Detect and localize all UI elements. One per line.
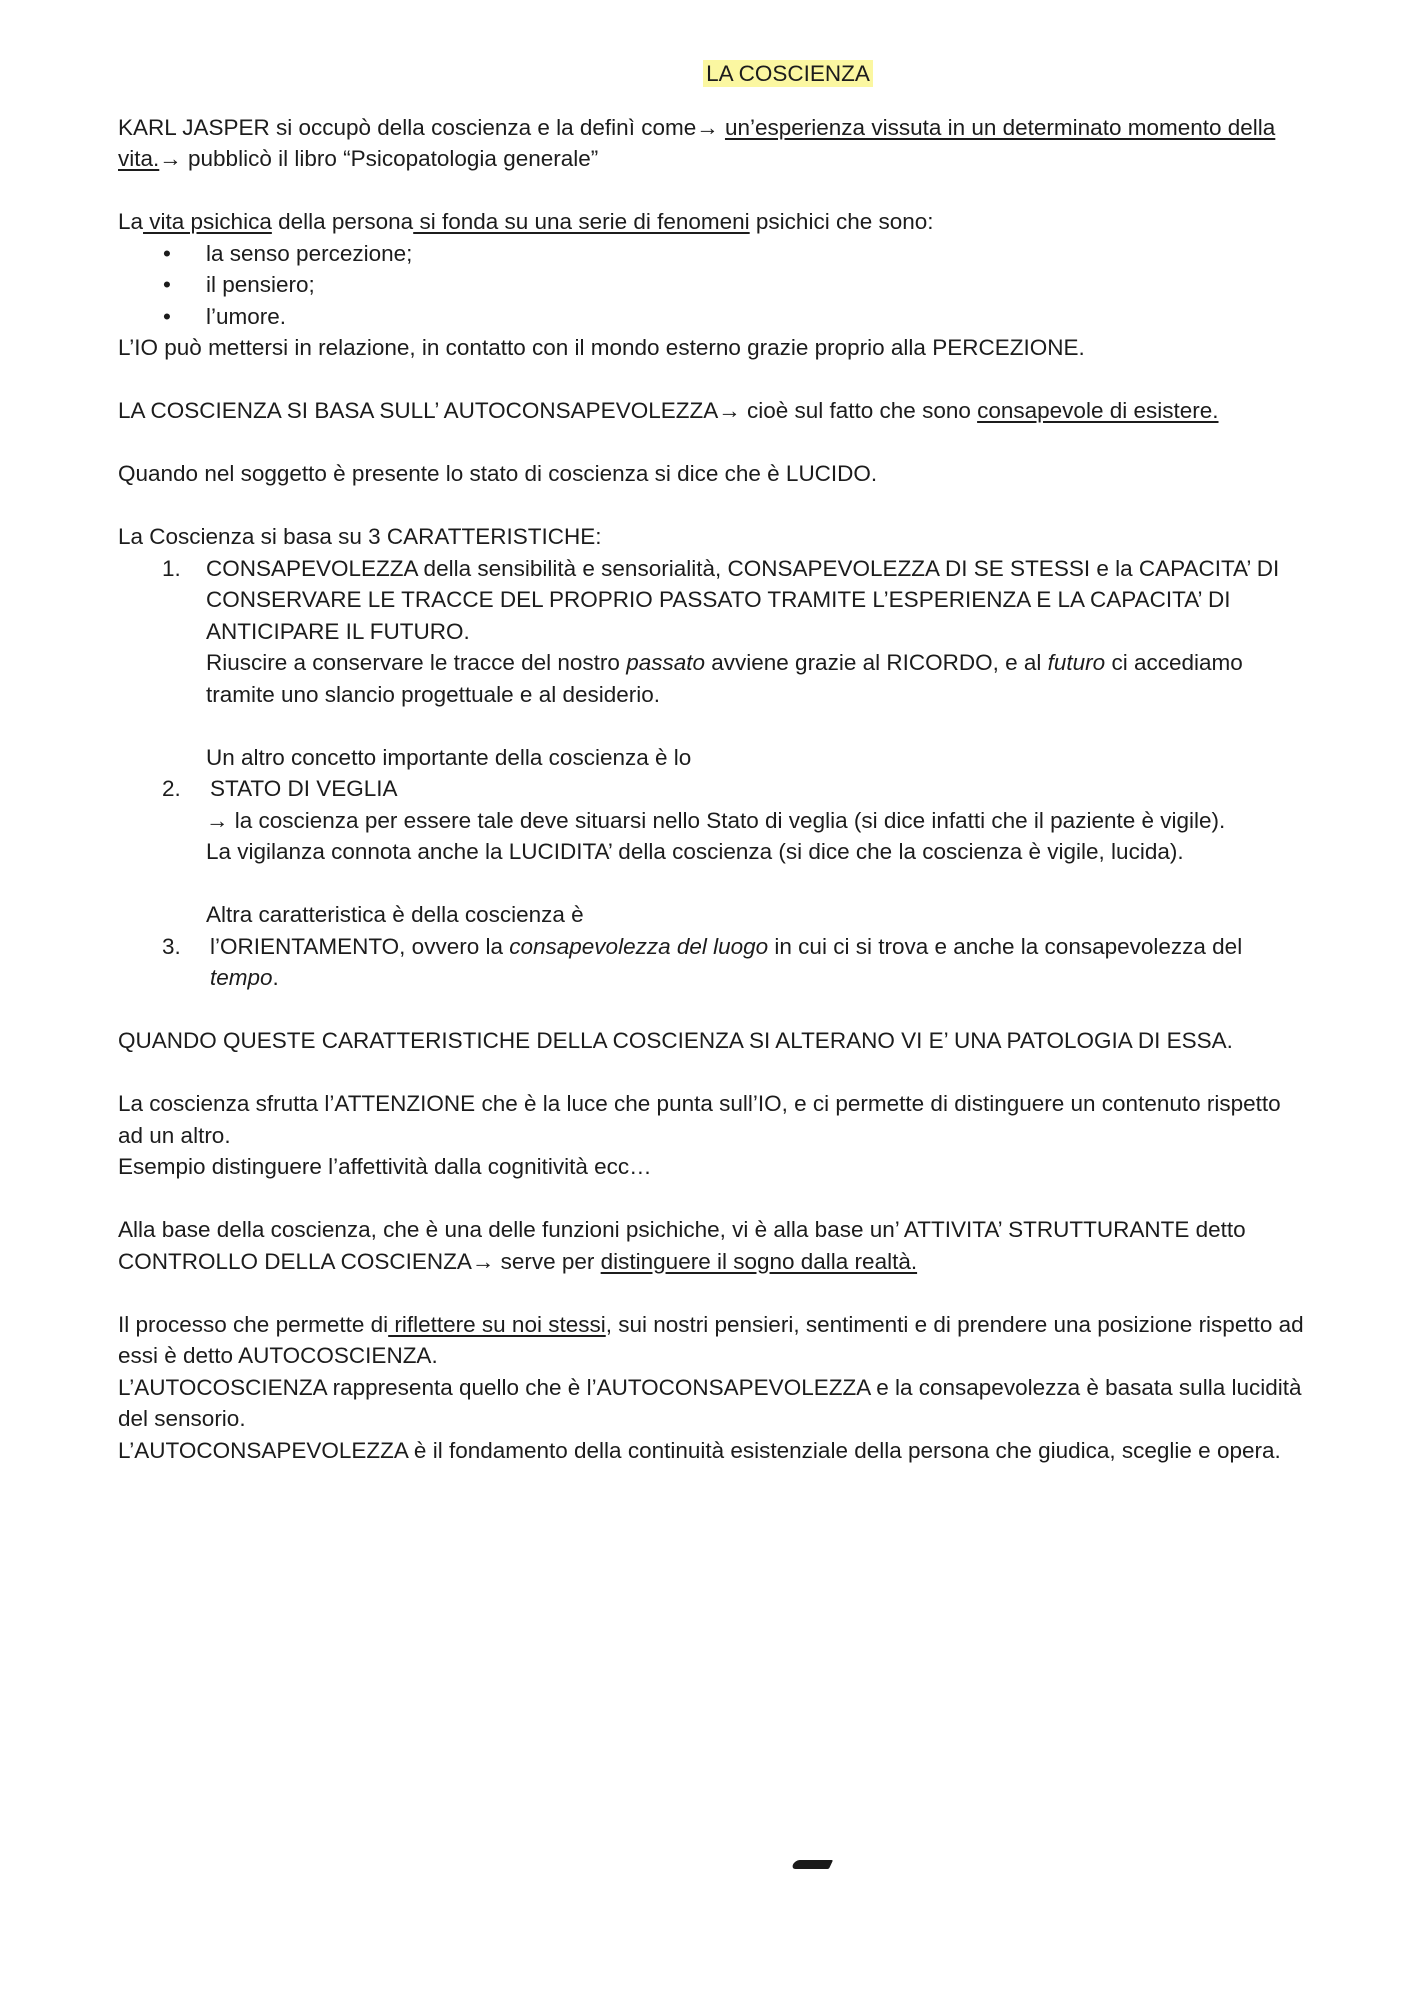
text-fragment: l’ORIENTAMENTO, ovvero la	[210, 933, 510, 959]
underlined-esistere: consapevole di esistere.	[977, 398, 1219, 423]
underlined-riflettere: riflettere su noi stessi	[388, 1311, 606, 1337]
jasper-text: KARL JASPER si occupò della coscienza e la definì come→	[118, 114, 725, 140]
page-title: LA COSCIENZA	[703, 60, 873, 87]
item-number: 2.	[162, 776, 181, 801]
title-wrap	[118, 58, 1308, 90]
item-subtext: La vigilanza connota anche la LUCIDITA’ della coscienza (si dice che la coscienza è vigile, lucida).	[206, 839, 1184, 864]
paragraph-lucido: Quando nel soggetto è presente lo stato di coscienza si dice che è LUCIDO.	[118, 461, 878, 486]
text-fragment: in cui ci si trova e anche la consapevolezza del	[768, 933, 1243, 959]
intro-item-3: Altra caratteristica è della coscienza è	[206, 902, 584, 927]
italic-tempo: tempo	[210, 965, 273, 990]
list-item	[118, 269, 1308, 301]
paragraph-jasper	[118, 112, 1308, 175]
list-item	[118, 301, 1308, 333]
bullet-icon: •	[163, 272, 171, 297]
numbered-item-1	[118, 553, 1308, 711]
list-item-text: l’umore.	[206, 303, 287, 329]
item-number: 3.	[162, 933, 181, 959]
text-fragment: La	[118, 209, 144, 234]
text-fragment: .	[272, 965, 279, 990]
text-fragment: Il processo che permette di	[118, 1311, 389, 1337]
jasper-book: → pubblicò il libro “Psicopatologia generale”	[159, 146, 599, 171]
underlined-fenomeni: si fonda su una serie di fenomeni	[413, 209, 750, 234]
list-item-text: la senso percezione;	[206, 240, 413, 266]
paragraph-autoconsapevolezza	[118, 395, 1308, 427]
item-text: STATO DI VEGLIA	[210, 776, 398, 801]
italic-futuro: futuro	[1047, 650, 1106, 675]
paragraph-autocoscienza	[118, 1309, 1308, 1372]
item-text: CONSAPEVOLEZZA della sensibilità e sensorialità, CONSAPEVOLEZZA DI SE STESSI e la CAPACITA’ DI CONSERVARE LE TRACCE DEL PROPRIO PASSATO TRAMITE L’ESPERIENZA E LA CAPACITA’ DI ANTICIPARE IL FUTURO.	[206, 555, 1280, 644]
text-fragment: ci accediamo tramite uno slancio progettuale e al desiderio.	[206, 650, 1243, 707]
pen-mark	[791, 1860, 833, 1869]
text-fragment: Riuscire a conservare le tracce del nostro	[206, 650, 627, 675]
numbered-item-2	[118, 773, 1308, 868]
list-item	[118, 238, 1308, 270]
jasper-definition: un’esperienza vissuta in un determinato momento della vita.	[118, 114, 1276, 171]
text-fragment: della persona	[271, 209, 414, 234]
intro-item-2: Un altro concetto importante della coscienza è lo	[206, 744, 692, 770]
italic-luogo: consapevolezza del luogo	[509, 933, 769, 959]
paragraph-autocoscienza-2: L’AUTOCOSCIENZA rappresenta quello che è l’AUTOCONSAPEVOLEZZA e la consapevolezza è basata sulla lucidità del sensorio.	[118, 1374, 1302, 1431]
bullet-icon: •	[163, 303, 171, 329]
numbered-item-3	[118, 931, 1308, 994]
paragraph-caratteristiche: La Coscienza si basa su 3 CARATTERISTICHE:	[118, 524, 602, 549]
italic-passato: passato	[626, 650, 705, 675]
item-number: 1.	[162, 555, 181, 581]
paragraph-patologia: QUANDO QUESTE CARATTERISTICHE DELLA COSCIENZA SI ALTERANO VI E’ UNA PATOLOGIA DI ESSA.	[118, 1028, 1233, 1053]
text-fragment: LA COSCIENZA SI BASA SULL’ AUTOCONSAPEVOLEZZA→ cioè sul fatto che sono	[118, 398, 978, 423]
document-body	[118, 58, 1308, 1466]
paragraph-percezione: L’IO può mettersi in relazione, in contatto con il mondo esterno grazie proprio alla PERCEZIONE.	[118, 335, 1085, 360]
paragraph-controllo	[118, 1214, 1308, 1277]
list-item-text: il pensiero;	[206, 272, 315, 297]
bullet-icon: •	[163, 240, 171, 266]
item-text	[206, 931, 1308, 994]
underlined-sogno: distinguere il sogno dalla realtà.	[600, 1248, 918, 1274]
bullet-list	[118, 238, 1308, 333]
item-subtext	[206, 647, 1308, 710]
paragraph-esempio: Esempio distinguere l’affettività dalla cognitività ecc…	[118, 1154, 652, 1179]
text-fragment: , sui nostri pensieri, sentimenti e di prendere una posizione rispetto ad essi è detto AUTOCOSCIENZA.	[118, 1311, 1304, 1368]
paragraph-autoconsapevolezza-2: L’AUTOCONSAPEVOLEZZA è il fondamento della continuità esistenziale della persona che giudica, sceglie e opera.	[118, 1437, 1281, 1463]
paragraph-vita-psichica	[118, 206, 1308, 238]
paragraph-attenzione: La coscienza sfrutta l’ATTENZIONE che è la luce che punta sull’IO, e ci permette di distinguere un contenuto rispetto ad un altro.	[118, 1091, 1281, 1148]
underlined-vita-psichica: vita psichica	[143, 209, 272, 234]
text-fragment: psichici che sono:	[749, 209, 934, 234]
text-fragment: avviene grazie al RICORDO, e al	[705, 650, 1048, 675]
item-subtext: → la coscienza per essere tale deve situarsi nello Stato di veglia (si dice infatti che il paziente è vigile).	[206, 807, 1226, 833]
text-fragment: Alla base della coscienza, che è una delle funzioni psichiche, vi è alla base un’ ATTIVITA’ STRUTTURANTE detto CONTROLLO DELLA COSCIENZA→ serve per	[118, 1217, 1246, 1274]
